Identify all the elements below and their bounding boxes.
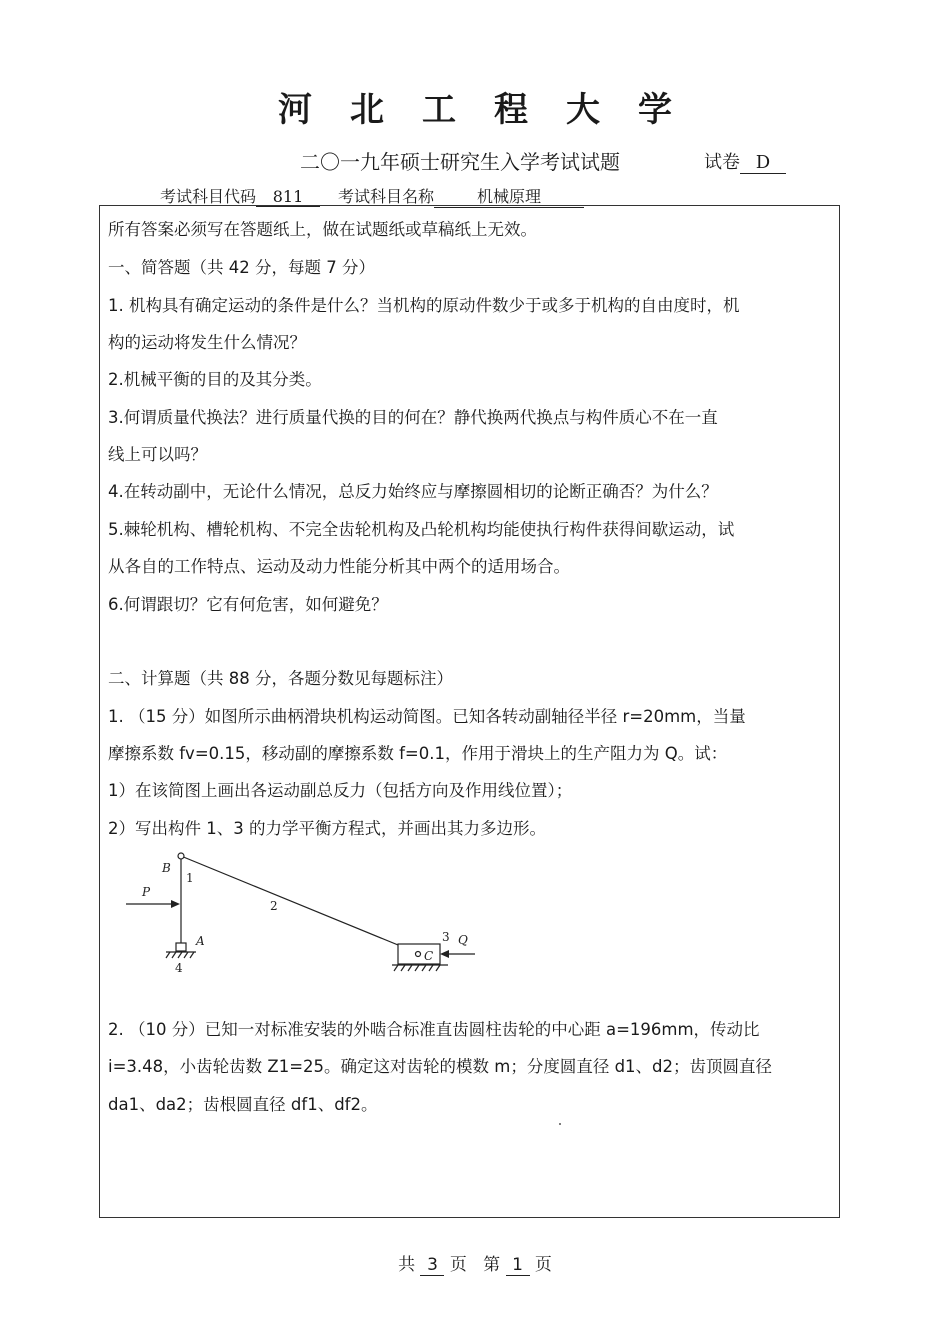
s1-line-8: 从各自的工作特点、运动及动力性能分析其中两个的适用场合。 [108,557,570,576]
label-P: P [142,885,151,899]
subject-code-label: 考试科目代码 [160,187,257,206]
s1-line-7: 5.棘轮机构、槽轮机构、不完全齿轮机构及凸轮机构均能使执行构件获得间歇运动，试 [108,520,735,539]
page-suffix: 页 [534,1255,552,1275]
label-3: 3 [442,930,450,944]
s1-line-4: 3.何谓质量代换法？进行质量代换的目的何在？静代换两代换点与构件质心不在一直 [108,408,718,427]
page-number: 1 [506,1255,530,1276]
q1-line-4: 2）写出构件 1、3 的力学平衡方程式，并画出其力多边形。 [108,819,546,838]
subject-name-label: 考试科目名称 [338,187,435,206]
university-title: 河北工程大学 [278,90,710,130]
label-4: 4 [175,961,183,975]
q2-line-2: i=3.48，小齿轮齿数 Z1=25。确定这对齿轮的模数 m；分度圆直径 d1、d2；齿顶圆直径 [108,1057,773,1076]
slider-crank-diagram [120,848,480,978]
subject-code: 811 [256,187,320,207]
label-B: B [162,861,171,875]
s1-line-1: 1. 机构具有确定运动的条件是什么？当机构的原动件数少于或多于机构的自由度时，机 [108,296,740,315]
q1-line-2: 摩擦系数 fv=0.15，移动副的摩擦系数 f=0.1，作用于滑块上的生产阻力为 Q。试： [108,744,728,763]
section1-heading: 一、简答题（共 42 分，每题 7 分） [108,258,375,277]
label-C: C [424,949,434,963]
s1-line-9: 6.何谓跟切？它有何危害，如何避免？ [108,595,388,614]
paper-id [704,148,786,174]
total-suffix: 页 [449,1255,467,1275]
section2-heading: 二、计算题（共 88 分，各题分数见每题标注） [108,669,453,688]
q2-line-1: 2. （10 分）已知一对标准安装的外啮合标准直齿圆柱齿轮的中心距 a=196mm，传动比 [108,1020,760,1039]
label-Q: Q [458,933,468,947]
subject-name: 机械原理 [434,184,584,208]
total-pages: 3 [420,1255,444,1276]
paper-label: 试卷 [704,152,740,173]
s1-line-2: 构的运动将发生什么情况？ [108,333,306,352]
q1-line-3: 1）在该简图上画出各运动副总反力（包括方向及作用线位置）； [108,781,573,800]
label-2: 2 [270,899,278,913]
joint-B [178,853,184,859]
label-A: A [196,934,205,948]
stray-dot [559,1123,561,1125]
paper-code: D [740,152,786,174]
notice: 所有答案必须写在答题纸上，做在试题纸或草稿纸上无效。 [108,220,537,239]
s1-line-6: 4.在转动副中，无论什么情况，总反力始终应与摩擦圆相切的论断正确否？为什么？ [108,482,718,501]
pivot-A [176,943,186,951]
exam-title: 二〇一九年硕士研究生入学考试试题 [300,150,620,174]
joint-C [416,952,421,957]
ground-A-hatch [166,952,194,958]
s1-line-5: 线上可以吗？ [108,445,207,464]
s1-line-3: 2.机械平衡的目的及其分类。 [108,370,322,389]
q1-line-1: 1. （15 分）如图所示曲柄滑块机构运动简图。已知各转动副轴径半径 r=20mm，当量 [108,707,746,726]
page-footer [0,1250,950,1276]
page-prefix: 第 [483,1255,501,1275]
connecting-rod-2 [181,856,420,954]
total-prefix: 共 [398,1255,416,1275]
slider-guide-hatch [394,965,440,971]
q2-line-3: da1、da2；齿根圆直径 df1、df2。 [108,1095,378,1114]
label-1: 1 [186,871,194,885]
